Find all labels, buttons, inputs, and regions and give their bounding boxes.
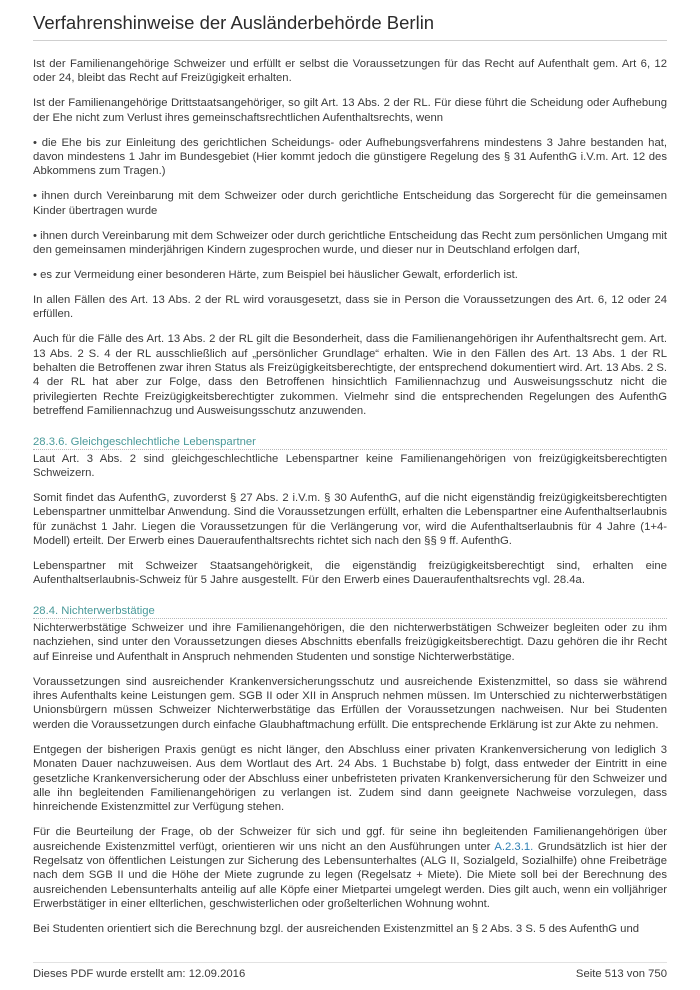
paragraph: Ist der Familienangehörige Schweizer und erfüllt er selbst die Voraussetzungen für das Recht auf Aufenthalt gem. Art 6, 12 oder 24, bleibt das Recht auf Freizügigkeit erhalten. bbox=[33, 58, 667, 85]
page-header bbox=[33, 12, 667, 41]
paragraph: Auch für die Fälle des Art. 13 Abs. 2 der RL gilt die Besonderheit, dass die Familienangehörigen ihr Aufenthaltsrecht gem. Art. 13 Abs. 2 S. 4 der RL ausschließlich auf „persönlicher Grundlage“ erhalten. Wie in den Fällen des Art. 13 Abs. 1 der RL behalten die Betroffenen zwar ihren Status als Freizügigkeitsberechtigte, der entsprechend dokumentiert wird. Art. 13 Abs. 2 S. 4 der RL hat aber zur Folge, dass den Betroffenen hinsichtlich Familiennachzug und Ausweisungsschutz nicht die privilegierten Rechte Freizügigkeitsberechtigter zukommen. Vielmehr sind die entsprechenden Regelungen des AufenthG betreffend Familiennachzug und Ausweisungsschutz anzuwenden. bbox=[33, 333, 667, 418]
creation-date: Dieses PDF wurde erstellt am: 12.09.2016 bbox=[33, 968, 246, 980]
page-number: Seite 513 von 750 bbox=[575, 968, 667, 980]
paragraph: Entgegen der bisherigen Praxis genügt es nicht länger, den Abschluss einer privaten Krankenversicherung von lediglich 3 Monaten Dauer nachzuweisen. Aus dem Wortlaut des Art. 24 Abs. 1 Buchstabe b) folgt, dass entweder der Eintritt in eine gesetzliche Krankenversicherung oder der Abschluss einer unbefristeten privaten Krankenversicherung für den Schweizer und alle ihn begleitenden Familienangehörigen zu verlangen ist. Zudem sind dann geeignete Nachweise vorzulegen, dass hinreichende Existenzmittel zur Verfügung stehen. bbox=[33, 743, 667, 814]
paragraph: In allen Fällen des Art. 13 Abs. 2 der RL wird vorausgesetzt, dass sie in Person die Voraussetzungen des Art. 6, 12 oder 24 erfüllen. bbox=[33, 293, 667, 321]
bullet-item: • es zur Vermeidung einer besonderen Härte, zum Beispiel bei häuslicher Gewalt, erforderlich ist. bbox=[33, 268, 518, 281]
document-title: Verfahrenshinweise der Ausländerbehörde Berlin bbox=[33, 12, 667, 41]
paragraph: Somit findet das AufenthG, zuvorderst § 27 Abs. 2 i.V.m. § 30 AufenthG, auf die nicht eigenständig freizügigkeitsberechtigten Lebenspartner unmittelbar Anwendung. Sind die Voraussetzungen erfüllt, erhalten die Lebenspartner eine Aufenthaltserlaubnis für zunächst 1 Jahr. Liegen die Voraussetzungen für die Verlängerung vor, wird die Aufenthaltserlaubnis für 4 Jahre (1+4-Modell) erteilt. Der Erwerb eines Daueraufenthaltsrechts richtet sich nach den §§ 9 ff. AufenthG. bbox=[33, 491, 667, 548]
paragraph-text: Für die Beurteilung der Frage, ob der Schweizer für sich und ggf. für seine ihn begleitenden Familienangehörigen über ausreichende Existenzmittel verfügt, orientieren wir uns nicht an den Ausführungen unter bbox=[33, 826, 667, 853]
document-body bbox=[33, 57, 667, 947]
paragraph: Laut Art. 3 Abs. 2 sind gleichgeschlechtliche Lebenspartner keine Familienangehörigen von freizügigkeitsberechtigten Schweizern. bbox=[33, 452, 667, 480]
paragraph-with-link bbox=[33, 825, 667, 911]
section-heading-2836: 28.3.6. Gleichgeschlechtliche Lebenspartner bbox=[33, 435, 667, 450]
bullet-item: • ihnen durch Vereinbarung mit dem Schweizer oder durch gerichtliche Entscheidung das Recht zum persönlichen Umgang mit den gemeinsamen minderjährigen Kindern zugesprochen wurde, und dieser nur in Deutschland erfolgen darf, bbox=[33, 229, 667, 257]
paragraph: Ist der Familienangehörige Drittstaatsangehöriger, so gilt Art. 13 Abs. 2 der RL. Für diese führt die Scheidung oder Aufhebung der Ehe nicht zum Verlust ihres gemeinschaftsrechtlichen Aufenthaltsrechts, wenn bbox=[33, 97, 667, 124]
page-footer bbox=[33, 962, 667, 980]
paragraph: Lebenspartner mit Schweizer Staatsangehörigkeit, die eigenständig freizügigkeitsberechtigt sind, erhalten eine Aufenthaltserlaubnis-Schweiz für 5 Jahre ausgestellt. Für den Erwerb eines Daueraufenthaltsrechts vgl. 28.4a. bbox=[33, 560, 667, 587]
paragraph: Bei Studenten orientiert sich die Berechnung bzgl. der ausreichenden Existenzmittel an § 2 Abs. 3 S. 5 des AufenthG und bbox=[33, 923, 640, 936]
section-heading-284: 28.4. Nichterwerbstätige bbox=[33, 604, 667, 619]
section-link[interactable]: A.2.3.1. bbox=[494, 840, 534, 853]
paragraph: Voraussetzungen sind ausreichender Krankenversicherungsschutz und ausreichende Existenzmittel, so dass sie während ihres Aufenthalts keine Leistungen gem. SGB II oder XII in Anspruch nehmen müssen. Im Unterschied zu nichterwerbstätigen Unionsbürgern müssen Schweizer Nichterwerbstätige das Erfüllen der Voraussetzungen nachweisen. Nur bei Studenten werden die Voraussetzungen durch einfache Glaubhaftmachung erfüllt. Die entsprechende Erklärung ist zur Akte zu nehmen. bbox=[33, 675, 667, 731]
paragraph-text: Grundsätzlich ist hier der Regelsatz von öffentlichen Leistungen zur Sicherung des Lebensunterhaltes (ALG II, Sozialgeld, Sozialhilfe) ohne Freibeträge nach dem SGB II und die Höhe der Miete zugrunde zu legen (Regelsatz + Miete). Die Miete soll bei der Berechnung des ausreichenden Lebensunterhalts anteilig auf alle Köpfe einer Mietpartei umgelegt werden. Dies gilt auch, wenn ein volljähriger Erwerbstätiger in einer ellterlichen, geschwisterlichen oder großelterlichen Wohnung wohnt. bbox=[33, 840, 667, 911]
bullet-item: • ihnen durch Vereinbarung mit dem Schweizer oder durch gerichtliche Entscheidung das Sorgerecht für die gemeinsamen Kinder übertragen wurde bbox=[33, 190, 667, 217]
bullet-item: • die Ehe bis zur Einleitung des gerichtlichen Scheidungs- oder Aufhebungsverfahrens mindestens 3 Jahre bestanden hat, davon mindestens 1 Jahr im Bundesgebiet (Hier kommt jedoch die günstigere Regelung des § 31 AufenthG i.V.m. Art. 12 des Abkommens zum Tragen.) bbox=[33, 136, 667, 178]
paragraph: Nichterwerbstätige Schweizer und ihre Familienangehörigen, die den nichterwerbstätigen Schweizer begleiten oder zu ihm nachziehen, sind unter den Voraussetzungen dieses Abschnitts ebenfalls freizügigkeitsberechtigt. Dazu gehören die ihr Recht auf Einreise und Aufenthalt in Anspruch nehmenden Studenten und sonstige Nichterwerbstätige. bbox=[33, 621, 667, 663]
